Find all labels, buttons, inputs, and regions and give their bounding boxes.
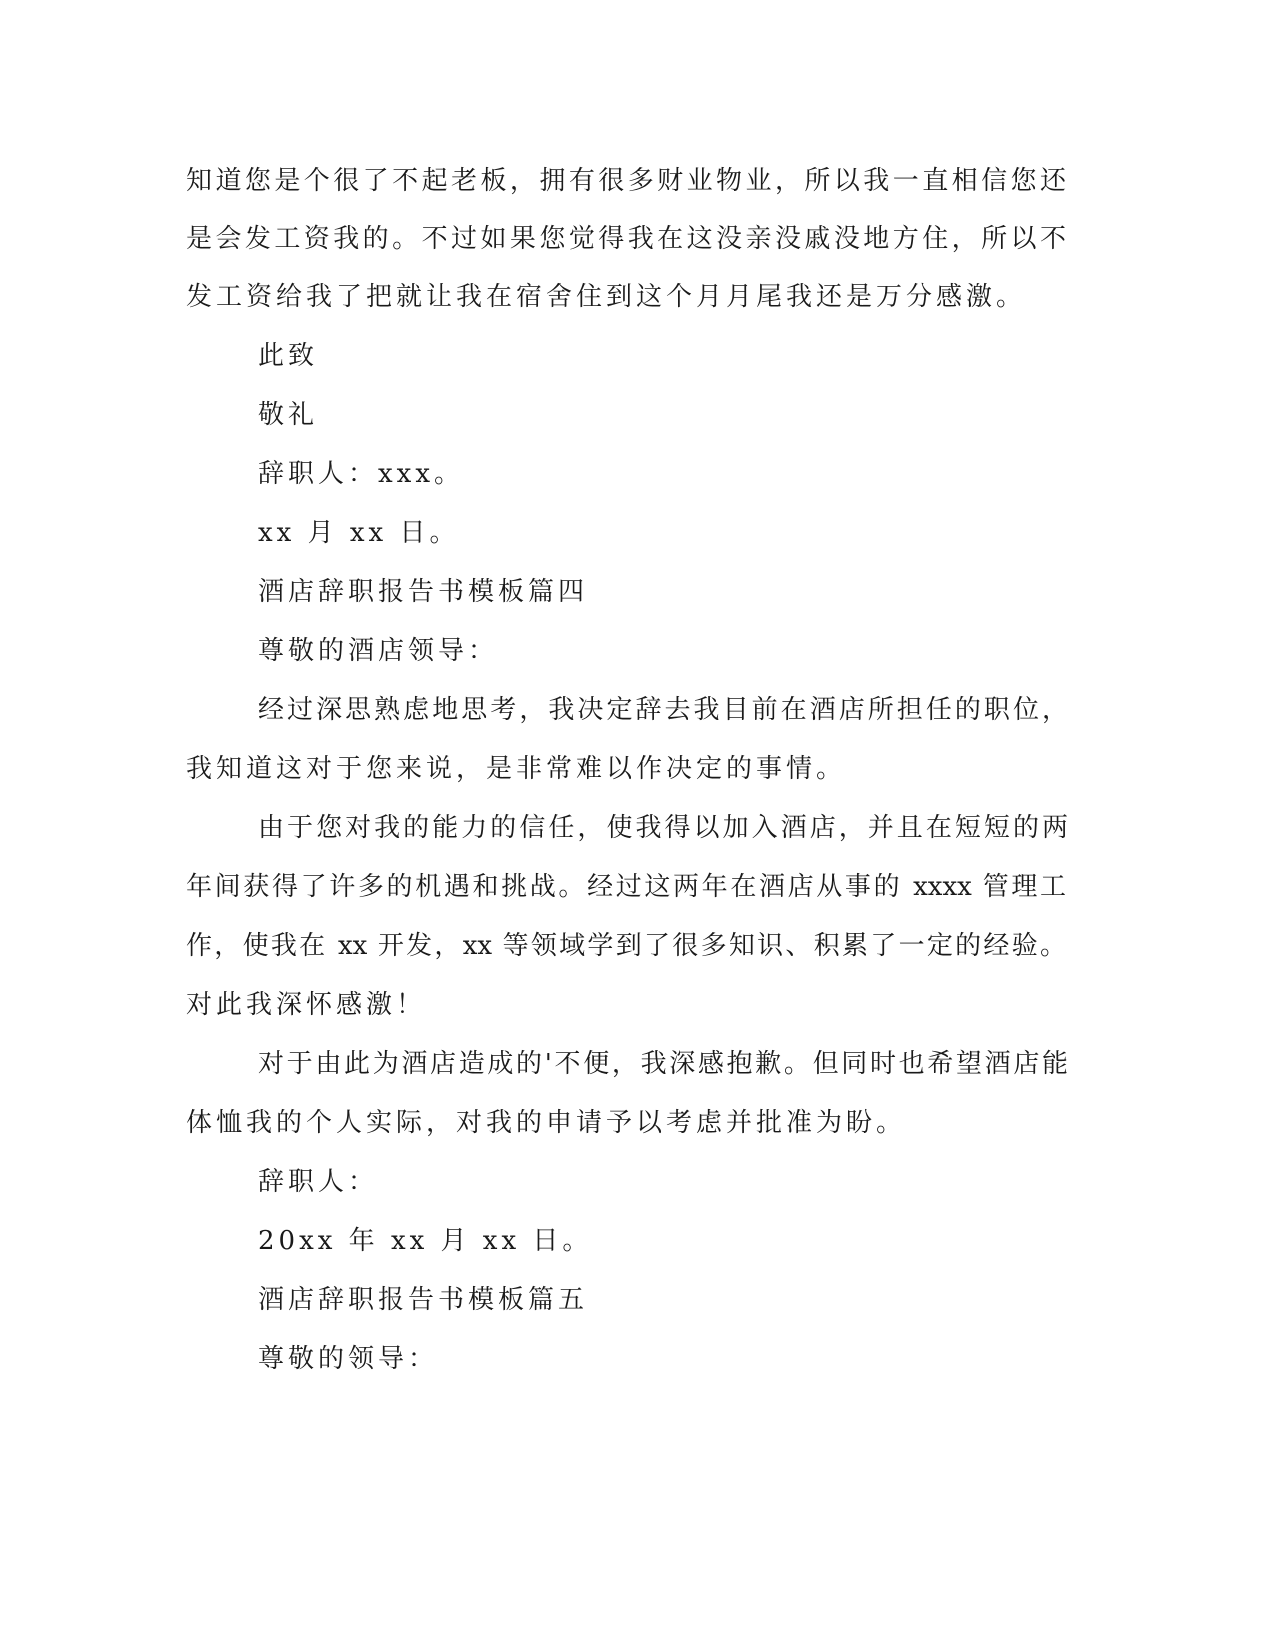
body-line: 我知道这对于您来说，是非常难以作决定的事情。 — [186, 754, 847, 784]
date-line: 20xx 年 xx 月 xx 日。 — [258, 1226, 593, 1256]
date-line: xx 月 xx 日。 — [258, 518, 460, 548]
closing-salutation: 此致 — [258, 341, 319, 371]
body-line: 体恤我的个人实际，对我的申请予以考虑并批准为盼。 — [186, 1108, 907, 1138]
body-line: 经过深思熟虑地思考，我决定辞去我目前在酒店所担任的职位， — [258, 695, 1068, 725]
body-line: 作，使我在 xx 开发，xx 等领域学到了很多知识、积累了一定的经验。 — [186, 931, 1066, 961]
body-line: 是会发工资我的。不过如果您觉得我在这没亲没戚没地方住，所以不 — [186, 224, 1066, 254]
body-line: 对此我深怀感激！ — [186, 990, 427, 1020]
section-title: 酒店辞职报告书模板篇四 — [258, 577, 589, 607]
body-line: 年间获得了许多的机遇和挑战。经过这两年在酒店从事的 xxxx 管理工 — [186, 872, 1066, 902]
body-line: 知道您是个很了不起老板，拥有很多财业物业，所以我一直相信您还 — [186, 166, 1066, 196]
greeting-line: 尊敬的酒店领导： — [258, 636, 499, 666]
body-line: 对于由此为酒店造成的'不便，我深感抱歉。但同时也希望酒店能 — [258, 1049, 1068, 1079]
body-line: 发工资给我了把就让我在宿舍住到这个月月尾我还是万分感激。 — [186, 282, 1027, 312]
section-title: 酒店辞职报告书模板篇五 — [258, 1285, 589, 1315]
body-line: 由于您对我的能力的信任，使我得以加入酒店，并且在短短的两 — [258, 813, 1068, 843]
signature-line: 辞职人：xxx。 — [258, 459, 464, 489]
signature-line: 辞职人： — [258, 1167, 379, 1197]
greeting-line: 尊敬的领导： — [258, 1344, 439, 1374]
closing-regards: 敬礼 — [258, 400, 319, 430]
